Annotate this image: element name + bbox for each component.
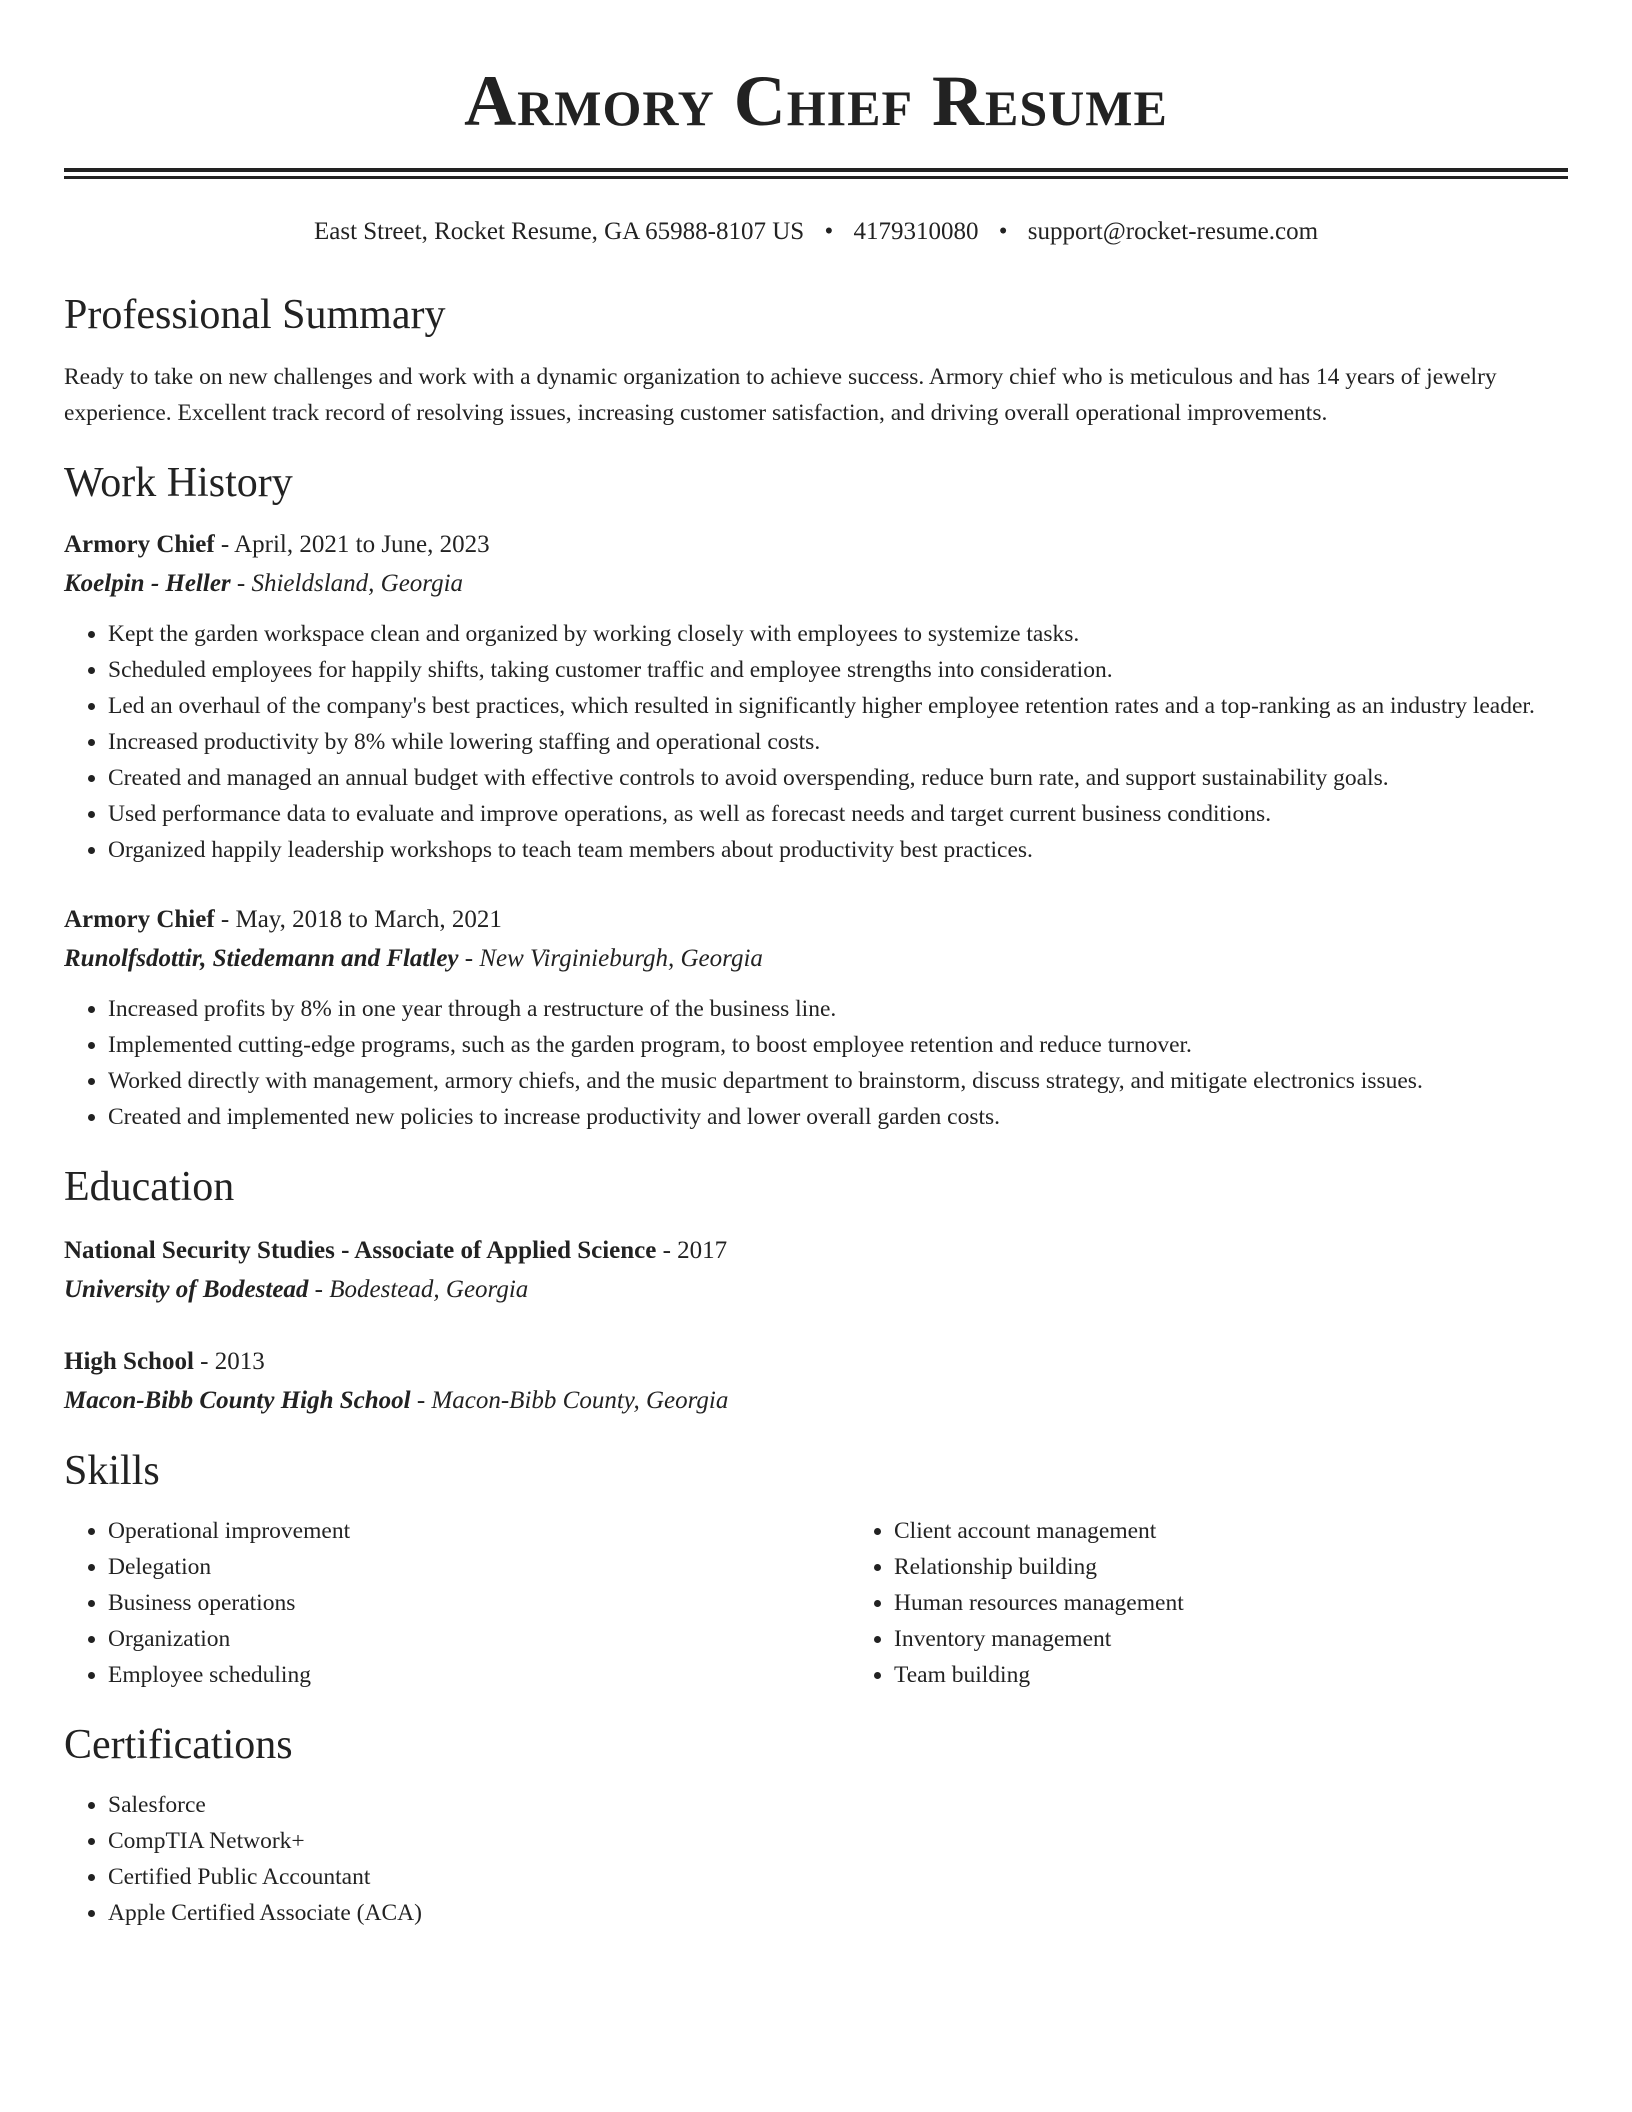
education-location: - Macon-Bibb County, Georgia — [410, 1387, 729, 1414]
skills-list-right — [850, 1513, 1184, 1693]
job-dates: - April, 2021 to June, 2023 — [214, 531, 490, 558]
education-year: - 2013 — [193, 1348, 265, 1375]
list-item: • Worked directly with management, armory chiefs, and the music department to brainstorm, discuss strategy, and mitigate electronics issues. — [108, 1063, 1568, 1099]
education-entry — [64, 1344, 1568, 1419]
contact-separator: • — [824, 218, 834, 245]
education-entry — [64, 1233, 1568, 1308]
list-item: • Delegation — [108, 1549, 850, 1585]
list-item: • Business operations — [108, 1585, 850, 1621]
job-company-line — [64, 941, 1568, 977]
education-school: Macon-Bibb County High School — [64, 1387, 411, 1414]
skills-heading: Skills — [64, 1448, 160, 1494]
certifications-heading: Certifications — [64, 1722, 293, 1768]
list-item: • Employee scheduling — [108, 1657, 850, 1693]
list-item: • Team building — [894, 1657, 1184, 1693]
job-company: Runolfsdottir, Stiedemann and Flatley — [64, 945, 459, 972]
list-item: • Increased profits by 8% in one year through a restructure of the business line. — [108, 991, 1568, 1027]
education-degree: High School — [64, 1348, 194, 1375]
list-item: • Client account management — [894, 1513, 1184, 1549]
skills-list-left — [64, 1513, 850, 1693]
list-item: • CompTIA Network+ — [108, 1823, 1568, 1859]
work-history-heading: Work History — [64, 460, 293, 506]
resume-title: Armory Chief Resume — [464, 61, 1168, 141]
job-company-line — [64, 566, 1568, 602]
job-dates: - May, 2018 to March, 2021 — [214, 906, 502, 933]
job-location: - Shieldsland, Georgia — [230, 570, 464, 597]
title-divider-thick — [64, 168, 1568, 172]
list-item: • Organization — [108, 1621, 850, 1657]
education-school-line — [64, 1383, 1568, 1419]
list-item: • Certified Public Accountant — [108, 1859, 1568, 1895]
list-item: • Human resources management — [894, 1585, 1184, 1621]
list-item: • Operational improvement — [108, 1513, 850, 1549]
job-bullets — [64, 991, 1568, 1135]
job-location: - New Virginieburgh, Georgia — [458, 945, 763, 972]
list-item: • Relationship building — [894, 1549, 1184, 1585]
list-item: • Apple Certified Associate (ACA) — [108, 1895, 1568, 1931]
education-degree-line — [64, 1344, 1568, 1380]
contact-address: East Street, Rocket Resume, GA 65988-8107 US — [313, 218, 805, 245]
education-heading: Education — [64, 1164, 235, 1210]
job-title: Armory Chief — [64, 531, 215, 558]
job-entry — [64, 902, 1568, 1135]
education-school-line — [64, 1272, 1568, 1308]
list-item: • Created and managed an annual budget with effective controls to avoid overspending, reduce burn rate, and support sustainability goals. — [108, 760, 1568, 796]
education-degree: National Security Studies - Associate of Applied Science — [64, 1237, 657, 1264]
job-entry — [64, 527, 1568, 868]
title-divider-thin — [64, 176, 1568, 179]
job-title-line — [64, 527, 1568, 563]
list-item: • Implemented cutting-edge programs, such as the garden program, to boost employee retention and reduce turnover. — [108, 1027, 1568, 1063]
job-company: Koelpin - Heller — [64, 570, 231, 597]
list-item: • Increased productivity by 8% while lowering staffing and operational costs. — [108, 724, 1568, 760]
education-school: University of Bodestead — [64, 1276, 309, 1303]
contact-separator: • — [998, 218, 1008, 245]
job-title: Armory Chief — [64, 906, 215, 933]
list-item: • Led an overhaul of the company's best practices, which resulted in significantly higher employee retention rates and a top-ranking as an industry leader. — [108, 688, 1568, 724]
certifications-list — [64, 1787, 1568, 1931]
job-bullets — [64, 616, 1568, 868]
list-item: • Inventory management — [894, 1621, 1184, 1657]
list-item: • Salesforce — [108, 1787, 1568, 1823]
education-year: - 2017 — [656, 1237, 728, 1264]
list-item: • Used performance data to evaluate and improve operations, as well as forecast needs and target current business conditions. — [108, 796, 1568, 832]
list-item: • Kept the garden workspace clean and organized by working closely with employees to systemize tasks. — [108, 616, 1568, 652]
education-location: - Bodestead, Georgia — [308, 1276, 529, 1303]
contact-phone: 4179310080 — [853, 218, 979, 245]
summary-text: Ready to take on new challenges and work with a dynamic organization to achieve success. Armory chief who is meticulous and has 14 years of jewelry experience. Excellent track record of resolving issues, increasing customer satisfaction, and driving overall operational improvements. — [64, 364, 1497, 426]
contact-line — [64, 215, 1568, 249]
list-item: • Created and implemented new policies to increase productivity and lower overall garden costs. — [108, 1099, 1568, 1135]
education-degree-line — [64, 1233, 1568, 1269]
job-title-line — [64, 902, 1568, 938]
list-item: • Organized happily leadership workshops to teach team members about productivity best practices. — [108, 832, 1568, 868]
skills-columns — [64, 1513, 1568, 1693]
contact-email: support@rocket-resume.com — [1027, 218, 1319, 245]
list-item: • Scheduled employees for happily shifts, taking customer traffic and employee strengths into consideration. — [108, 652, 1568, 688]
summary-heading: Professional Summary — [64, 292, 446, 338]
